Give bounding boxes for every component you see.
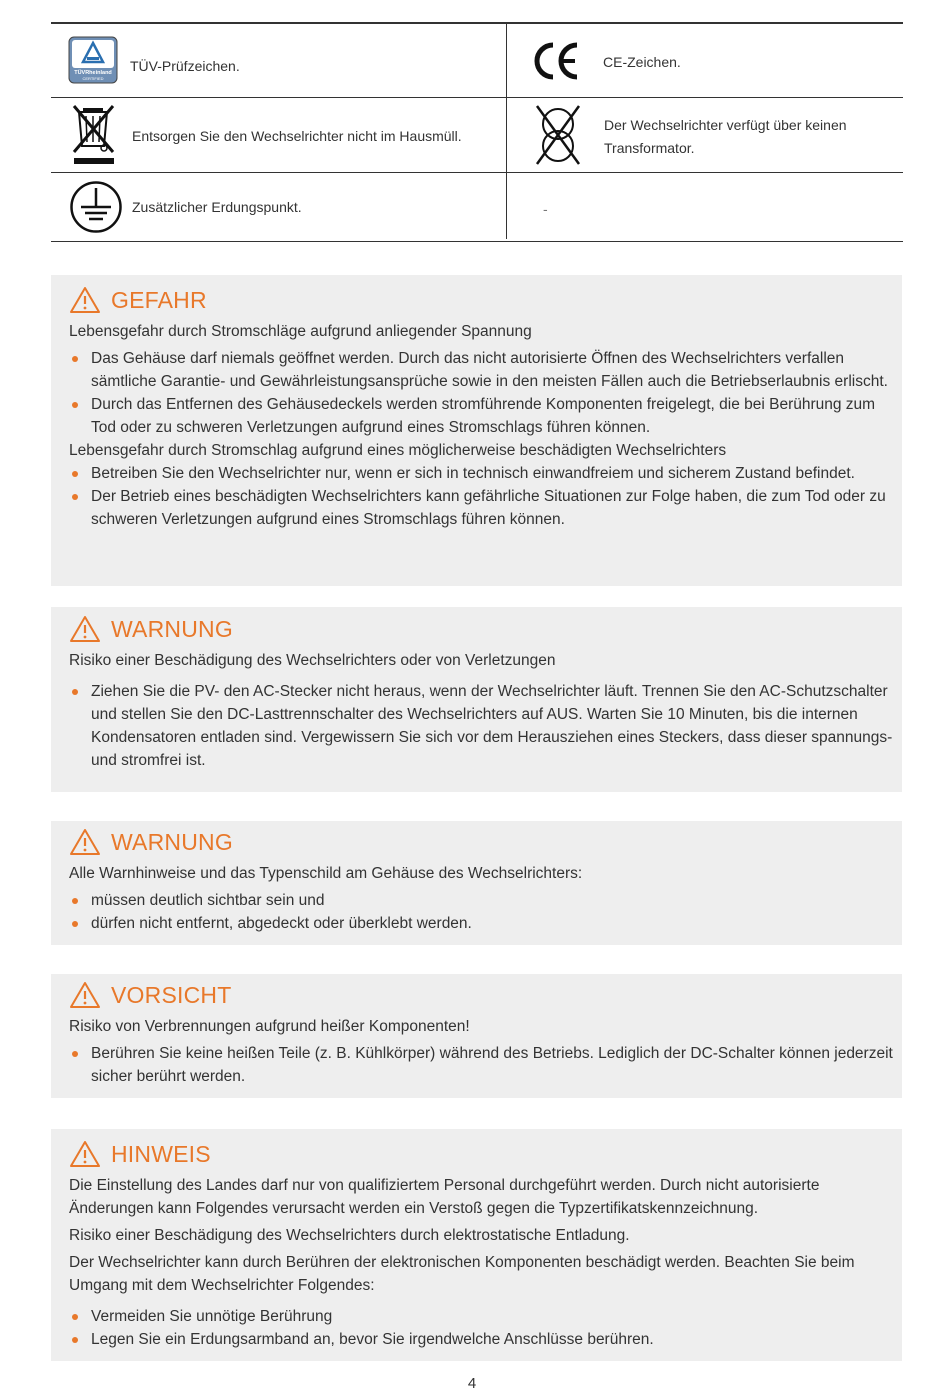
notice-body: [69, 1174, 902, 1351]
table-cell-weee: [51, 98, 506, 172]
tuv-certified-icon: [68, 36, 118, 84]
notice-list: [69, 1305, 902, 1351]
list-item: Der Betrieb eines beschädigten Wechselrichters kann gefährliche Situationen zur Folge haben, die zum Tod oder zu schweren Verletzungen aufgrund eines Stromschlags führen können.: [69, 485, 898, 531]
warning2-list: [69, 889, 898, 935]
ce-label: CE-Zeichen.: [603, 54, 681, 70]
list-item: müssen deutlich sichtbar sein und: [69, 889, 898, 912]
warning-triangle-icon: [69, 981, 101, 1009]
warning-triangle-icon: [69, 615, 101, 643]
table-row: [51, 98, 903, 173]
warning-header-1: [69, 615, 233, 643]
symbol-table: [51, 22, 903, 242]
warning-header-2: [69, 828, 233, 856]
caution-header: [69, 981, 231, 1009]
danger-box: [51, 275, 902, 586]
warning-triangle-icon: [69, 1140, 101, 1168]
notice-line1: Die Einstellung des Landes darf nur von qualifiziertem Personal durchgeführt werden. Durch nicht autorisierte Änderungen kann Folgendes verursacht werden ein Verstoß gegen die Typzertifikatskennzeichnung.: [69, 1177, 820, 1217]
list-item: Vermeiden Sie unnötige Berührung: [69, 1305, 902, 1328]
tuv-label: TÜV-Prüfzeichen.: [130, 58, 240, 74]
list-item: dürfen nicht entfernt, abgedeckt oder überklebt werden.: [69, 912, 898, 935]
crossed-transformer-icon: [533, 102, 583, 168]
warning-triangle-icon: [69, 286, 101, 314]
danger-title: GEFAHR: [111, 286, 207, 313]
table-row: [51, 173, 903, 239]
table-cell-ground: [51, 173, 506, 239]
ground-label: Zusätzlicher Erdungspunkt.: [132, 199, 302, 215]
notice-line3: Der Wechselrichter kann durch Berühren der elektronischen Komponenten beschädigt werden. Beachten Sie beim Umgang mit dem Wechselrichter Folgendes:: [69, 1254, 855, 1294]
no-transformer-label: Der Wechselrichter verfügt über keinen Transformator.: [604, 117, 847, 156]
ce-mark-icon: [533, 41, 581, 81]
list-item: Berühren Sie keine heißen Teile (z. B. Kühlkörper) während des Betriebs. Lediglich der DC-Schalter können jederzeit sicher berührt werden.: [69, 1042, 898, 1088]
warning-box-1: [51, 607, 902, 792]
warning-title-1: WARNUNG: [111, 615, 233, 642]
table-cell-ce: [507, 24, 903, 97]
caution-line1: Risiko von Verbrennungen aufgrund heißer Komponenten!: [69, 1018, 470, 1035]
table-row: [51, 24, 903, 98]
caution-list: [69, 1042, 898, 1088]
warning1-list: [69, 680, 898, 772]
list-item: Das Gehäuse darf niemals geöffnet werden. Durch das nicht autorisierte Öffnen des Wechselrichters verfallen sämtliche Garantie- und Gewährleistungsansprüche sowie in den meisten Fällen auch die Betriebserlaubnis erlischt.: [69, 347, 898, 393]
weee-label: Entsorgen Sie den Wechselrichter nicht im Hausmüll.: [132, 128, 462, 144]
warning2-line1: Alle Warnhinweise und das Typenschild am Gehäuse des Wechselrichters:: [69, 865, 583, 882]
list-item: Betreiben Sie den Wechselrichter nur, wenn er sich in technisch einwandfreiem und sicherem Zustand befindet.: [69, 462, 898, 485]
notice-header: [69, 1140, 211, 1168]
svg-text:CERTIFIED: CERTIFIED: [82, 76, 104, 81]
list-item: Legen Sie ein Erdungsarmband an, bevor Sie irgendwelche Anschlüsse berühren.: [69, 1328, 902, 1351]
warning1-line1: Risiko einer Beschädigung des Wechselrichters oder von Verletzungen: [69, 652, 556, 669]
list-item: Ziehen Sie die PV- den AC-Stecker nicht heraus, wenn der Wechselrichter läuft. Trennen Sie den AC-Schutzschalter und stellen Sie den DC-Lasttrennschalter des Wechselrichters auf AUS. Warten Sie 10 Minuten, bis die internen Kondensatoren entladen sind. Vergewissern Sie sich vor dem Herausziehen eines Steckers, dass dieser spannungs- und stromfrei ist.: [69, 680, 898, 772]
caution-title: VORSICHT: [111, 981, 232, 1008]
warning-title-2: WARNUNG: [111, 828, 233, 855]
notice-line2: Risiko einer Beschädigung des Wechselrichters durch elektrostatische Entladung.: [69, 1227, 630, 1244]
svg-text:TÜVRheinland: TÜVRheinland: [74, 70, 112, 76]
list-item: Durch das Entfernen des Gehäusedeckels werden stromführende Komponenten freigelegt, die bei Berührung zum Tod oder zu schweren Verletzungen aufgrund eines Stromschlags führen können.: [69, 393, 898, 439]
notice-title: HINWEIS: [111, 1140, 211, 1167]
page-number: 4: [467, 1375, 477, 1392]
warning-box-2: [51, 821, 902, 945]
warning-triangle-icon: [69, 828, 101, 856]
warning-body-1: [69, 649, 898, 772]
danger-line2: Lebensgefahr durch Stromschlag aufgrund eines möglicherweise beschädigten Wechselrichters: [69, 442, 727, 459]
ground-icon: [69, 180, 123, 234]
crossed-bin-icon: [71, 102, 119, 166]
table-cell-empty: [507, 173, 903, 239]
table-cell-no-transformer: [507, 98, 903, 172]
notice-box: [51, 1129, 902, 1361]
danger-body: [69, 320, 898, 531]
caution-body: [69, 1015, 898, 1088]
danger-list-1: [69, 347, 898, 439]
danger-header: [69, 286, 207, 314]
danger-line1: Lebensgefahr durch Stromschläge aufgrund anliegender Spannung: [69, 323, 532, 340]
table-cell-tuv: [51, 24, 506, 97]
empty-placeholder: -: [543, 201, 548, 217]
danger-list-2: [69, 462, 898, 531]
caution-box: [51, 974, 902, 1098]
warning-body-2: [69, 862, 898, 935]
